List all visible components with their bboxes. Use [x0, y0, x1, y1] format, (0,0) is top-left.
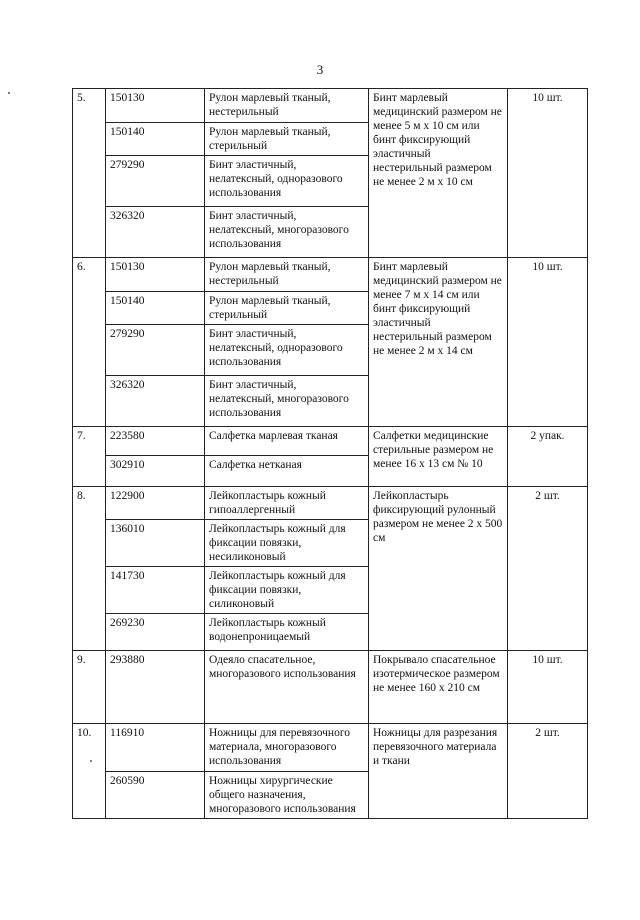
product-name-cell: Лейкопластырь кожный гипоаллергенный [205, 487, 369, 520]
requirement-cell: Ножницы для разрезания перевязочного материала и ткани [369, 724, 508, 819]
requirement-cell: Бинт марлевый медицинский размером не менее 5 м х 10 см или бинт фиксирующий эластичный нестерильный размером не менее 2 м х 10 см [369, 89, 508, 258]
product-code-cell: 279290 [106, 156, 205, 207]
product-code-cell: 150130 [106, 258, 205, 292]
requirement-cell: Покрывало спасательное изотермическое размером не менее 160 х 210 см [369, 651, 508, 724]
product-name-cell: Рулон марлевый тканый, стерильный [205, 123, 369, 156]
product-code-cell: 122900 [106, 487, 205, 520]
product-name-cell: Салфетка марлевая тканая [205, 427, 369, 456]
item-number-cell: 9. [73, 651, 106, 724]
product-name-cell: Лейкопластырь кожный для фиксации повязки, несиликоновый [205, 520, 369, 567]
requirements-table [72, 88, 588, 819]
product-code-cell: 141730 [106, 567, 205, 614]
quantity-cell: 10 шт. [508, 651, 588, 724]
scan-speck [8, 92, 10, 94]
item-number-cell: 8. [73, 487, 106, 651]
quantity-cell: 2 упак. [508, 427, 588, 487]
product-code-cell: 150140 [106, 123, 205, 156]
product-code-cell: 260590 [106, 772, 205, 819]
product-code-cell: 223580 [106, 427, 205, 456]
product-name-cell: Бинт эластичный, нелатексный, многоразового использования [205, 207, 369, 258]
product-name-cell: Салфетка нетканая [205, 456, 369, 487]
product-code-cell: 116910 [106, 724, 205, 772]
product-name-cell: Бинт эластичный, нелатексный, одноразового использования [205, 325, 369, 376]
quantity-cell: 2 шт. [508, 724, 588, 819]
table-row [73, 651, 588, 724]
requirement-cell: Лейкопластырь фиксирующий рулонный размером не менее 2 х 500 см [369, 487, 508, 651]
table-row [73, 89, 588, 123]
page-number: 3 [316, 62, 324, 77]
product-code-cell: 136010 [106, 520, 205, 567]
product-name-cell: Рулон марлевый тканый, нестерильный [205, 89, 369, 123]
quantity-cell: 10 шт. [508, 258, 588, 427]
item-number-cell: 6. [73, 258, 106, 427]
product-code-cell: 269230 [106, 614, 205, 651]
product-name-cell: Лейкопластырь кожный водонепроницаемый [205, 614, 369, 651]
table-body [73, 89, 588, 819]
product-code-cell: 150140 [106, 292, 205, 325]
product-name-cell: Лейкопластырь кожный для фиксации повязки, силиконовый [205, 567, 369, 614]
product-code-cell: 326320 [106, 376, 205, 427]
product-code-cell: 326320 [106, 207, 205, 258]
quantity-cell: 2 шт. [508, 487, 588, 651]
table-row [73, 427, 588, 456]
product-name-cell: Одеяло спасательное, многоразового использования [205, 651, 369, 724]
product-code-cell: 302910 [106, 456, 205, 487]
product-name-cell: Ножницы хирургические общего назначения, многоразового использования [205, 772, 369, 819]
table-row [73, 724, 588, 772]
quantity-cell: 10 шт. [508, 89, 588, 258]
item-number-cell: 5. [73, 89, 106, 258]
requirement-cell: Бинт марлевый медицинский размером не менее 7 м х 14 см или бинт фиксирующий эластичный нестерильный размером не менее 2 м х 14 см [369, 258, 508, 427]
product-name-cell: Рулон марлевый тканый, стерильный [205, 292, 369, 325]
table-row [73, 487, 588, 520]
table-row [73, 258, 588, 292]
requirement-cell: Салфетки медицинские стерильные размером не менее 16 х 13 см № 10 [369, 427, 508, 487]
product-code-cell: 293880 [106, 651, 205, 724]
item-number-cell: 7. [73, 427, 106, 487]
product-name-cell: Бинт эластичный, нелатексный, многоразового использования [205, 376, 369, 427]
product-code-cell: 279290 [106, 325, 205, 376]
product-name-cell: Бинт эластичный, нелатексный, одноразового использования [205, 156, 369, 207]
scan-speck [90, 760, 92, 762]
product-code-cell: 150130 [106, 89, 205, 123]
item-number-cell: 10. [73, 724, 106, 819]
product-name-cell: Ножницы для перевязочного материала, многоразового использования [205, 724, 369, 772]
product-name-cell: Рулон марлевый тканый, нестерильный [205, 258, 369, 292]
